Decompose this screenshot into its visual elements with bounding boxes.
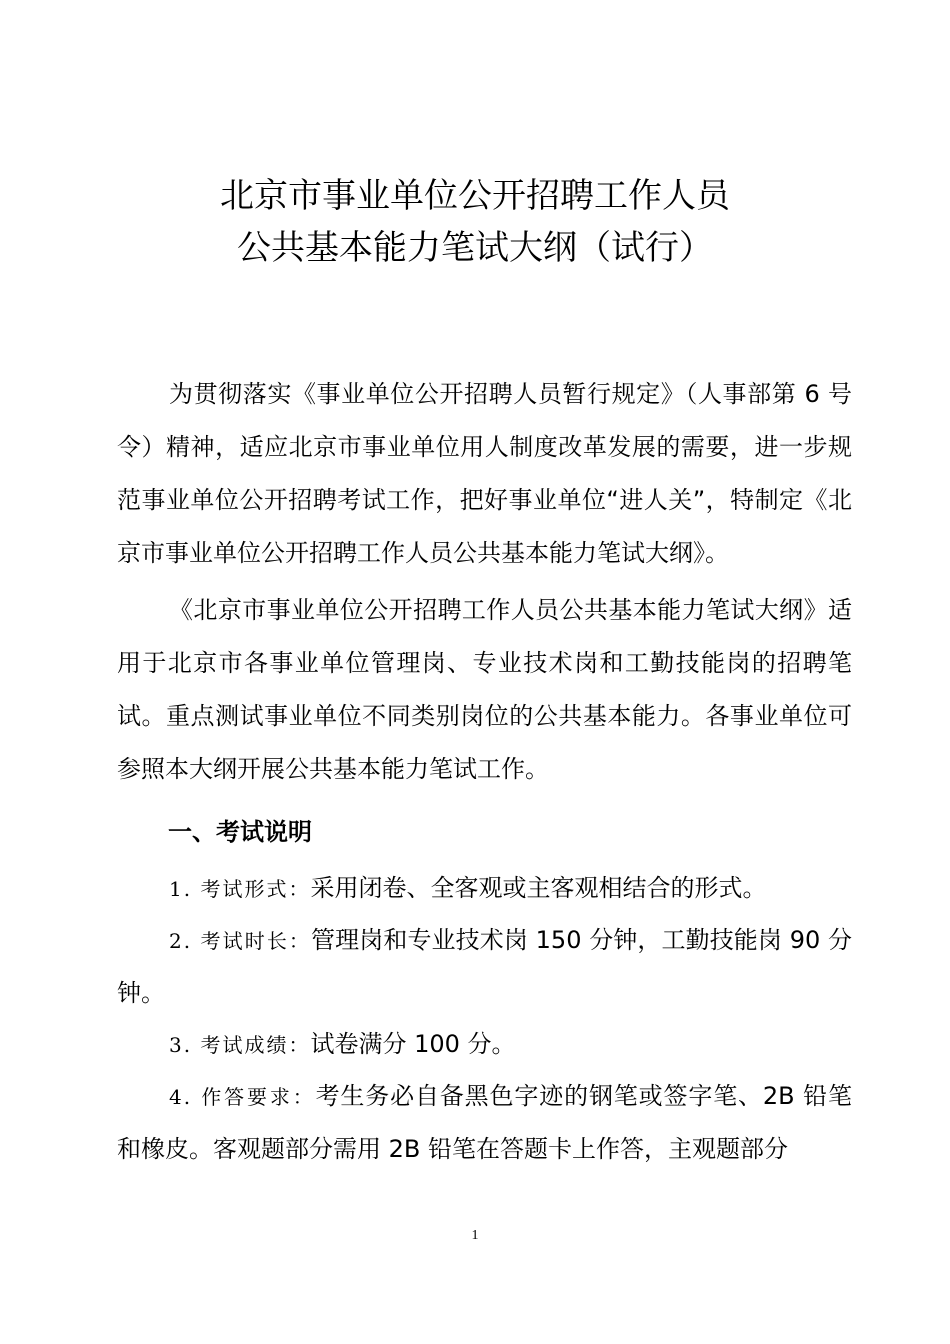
item-text: 采用闭卷、全客观或主客观相结合的形式。	[310, 874, 767, 902]
paragraph-text: 《北京市事业单位公开招聘工作人员公共基本能力笔试大纲》适用于北京市各事业单位管理岗、专业技术岗和工勤技能岗的招聘笔试。重点测试事业单位不同类别岗位的公共基本能力。各事业单位可参照本大纲开展公共基本能力笔试工作。	[117, 596, 852, 783]
item-label: 3. 考试成绩：	[169, 1033, 311, 1057]
item-text: 试卷满分 100 分。	[310, 1030, 516, 1058]
exam-item-format	[117, 862, 852, 915]
item-text: 管理岗和专业技术岗 150 分钟，工勤技能岗 90 分钟。	[117, 926, 852, 1007]
item-label: 4. 作答要求：	[169, 1085, 316, 1109]
document-title-line-2: 公共基本能力笔试大纲（试行）	[237, 228, 713, 268]
intro-paragraph-2	[117, 584, 852, 796]
page-number: 1	[471, 1228, 479, 1243]
paragraph-text: 为贯彻落实《事业单位公开招聘人员暂行规定》（人事部第 6 号令）精神，适应北京市事业单位用人制度改革发展的需要，进一步规范事业单位公开招聘考试工作，把好事业单位“进人关”，特制定《北京市事业单位公开招聘工作人员公共基本能力笔试大纲》。	[117, 380, 852, 567]
document-title-line-1: 北京市事业单位公开招聘工作人员	[220, 176, 730, 216]
exam-item-duration	[117, 914, 852, 1019]
exam-item-requirements	[117, 1070, 852, 1175]
section-heading: 一、考试说明	[168, 818, 312, 846]
item-text: 考生务必自备黑色字迹的钢笔或签字笔、2B 铅笔和橡皮。客观题部分需用 2B 铅笔在答题卡上作答，主观题部分	[117, 1082, 852, 1163]
exam-item-score	[117, 1018, 852, 1071]
intro-paragraph-1	[117, 368, 852, 580]
item-label: 2. 考试时长：	[169, 929, 312, 953]
item-label: 1. 考试形式：	[169, 877, 311, 901]
